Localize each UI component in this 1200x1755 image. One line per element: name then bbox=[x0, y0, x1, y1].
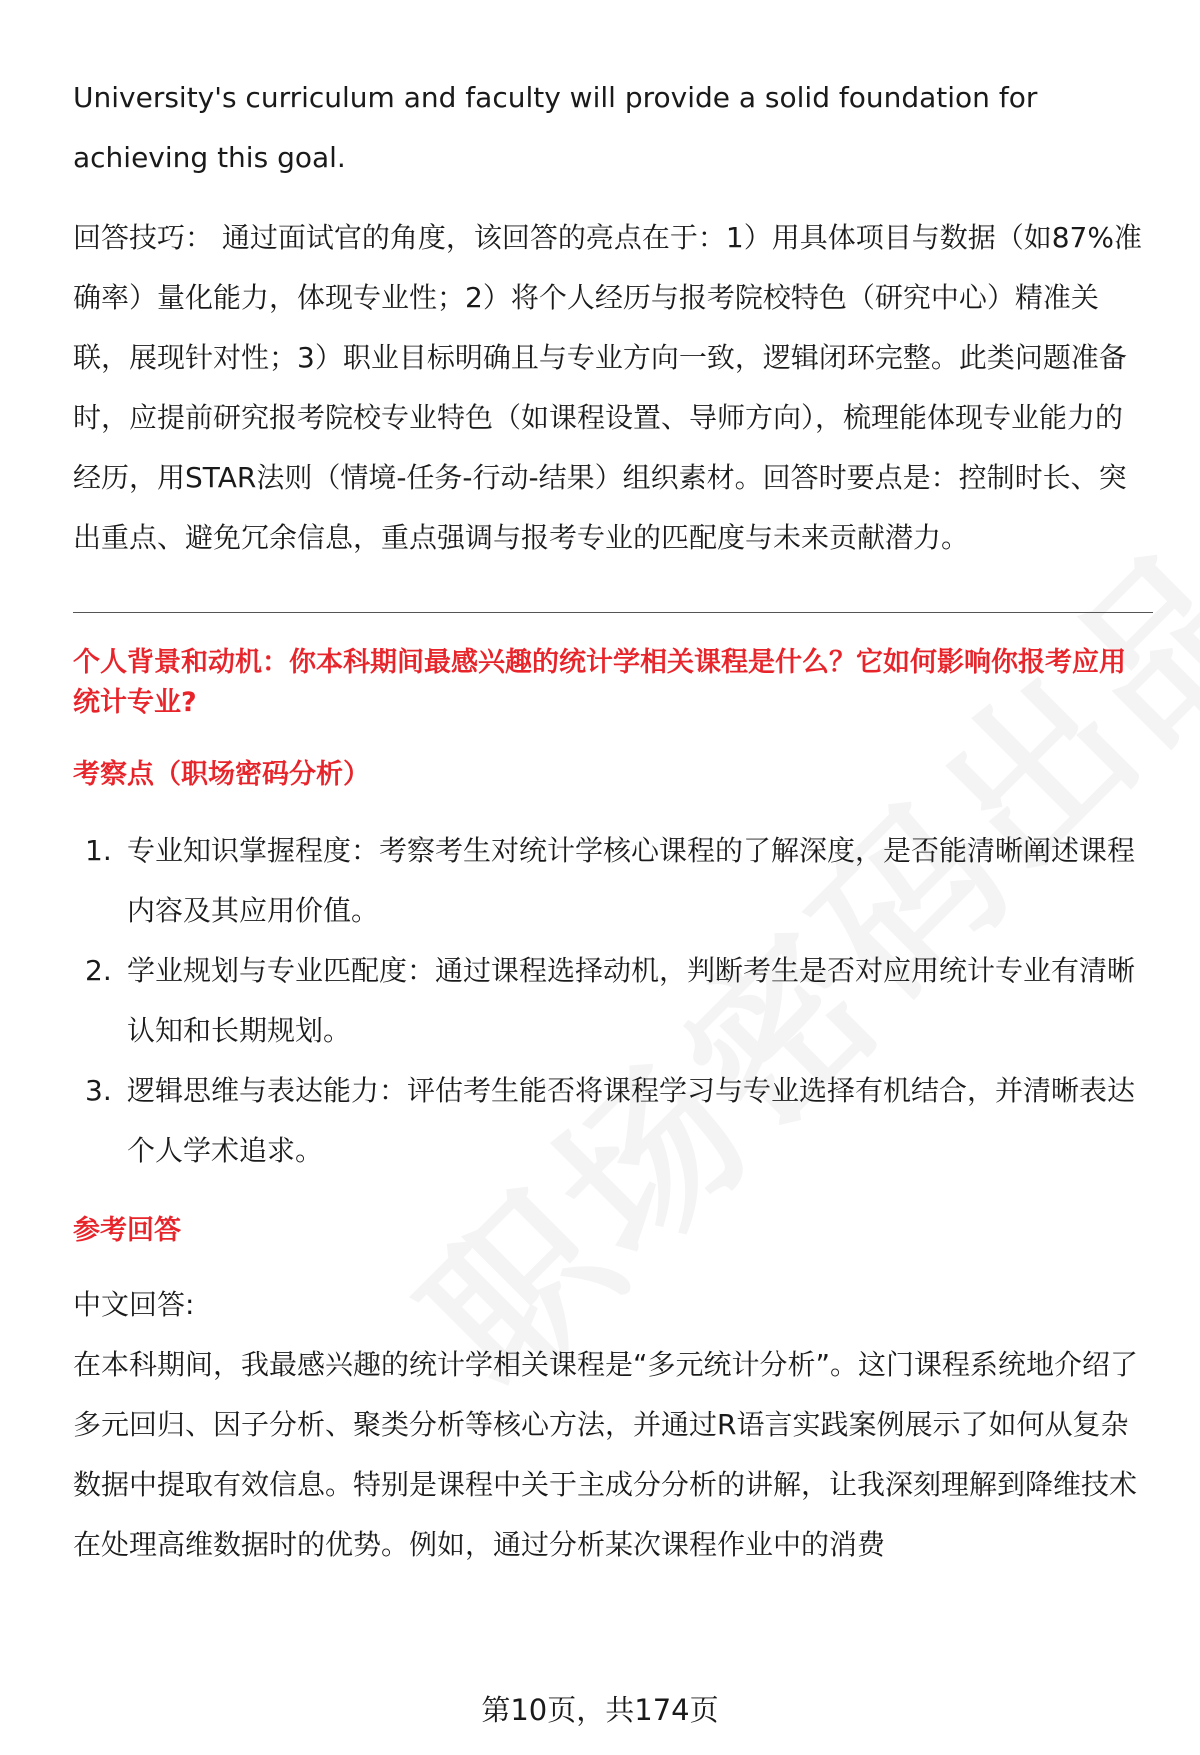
points-list bbox=[73, 821, 1148, 1181]
list-item-text: 学业规划与专业匹配度：通过课程选择动机，判断考生是否对应用统计专业有清晰认知和长期规划。 bbox=[127, 954, 1136, 1047]
points-heading: 考察点（职场密码分析） bbox=[73, 759, 370, 790]
list-item-number: 3. bbox=[85, 1074, 112, 1107]
list-item bbox=[73, 821, 1148, 941]
list-item-text: 专业知识掌握程度：考察考生对统计学核心课程的了解深度，是否能清晰阐述课程内容及其应用价值。 bbox=[127, 834, 1136, 927]
page-footer: 第10页，共174页 bbox=[481, 1693, 719, 1727]
question-heading: 个人背景和动机：你本科期间最感兴趣的统计学相关课程是什么？它如何影响你报考应用统计专业? bbox=[73, 647, 1126, 718]
cn-answer-label: 中文回答: bbox=[73, 1288, 195, 1321]
section-divider bbox=[73, 612, 1153, 613]
list-item-text: 逻辑思维与表达能力：评估考生能否将课程学习与专业选择有机结合，并清晰表达个人学术追求。 bbox=[127, 1074, 1136, 1167]
list-item-number: 2. bbox=[85, 954, 112, 987]
list-item-number: 1. bbox=[85, 834, 112, 867]
tips-paragraph: 回答技巧： 通过面试官的角度，该回答的亮点在于：1）用具体项目与数据（如87%准确率）量化能力，体现专业性；2）将个人经历与报考院校特色（研究中心）精准关联，展现针对性；3）职业目标明确且与专业方向一致，逻辑闭环完整。此类问题准备时，应提前研究报考院校专业特色（如课程设置、导师方向），梳理能体现专业能力的经历，用STAR法则（情境-任务-行动-结果）组织素材。回答时要点是：控制时长、突出重点、避免冗余信息，重点强调与报考专业的匹配度与未来贡献潜力。 bbox=[73, 221, 1142, 554]
list-item bbox=[73, 941, 1148, 1061]
reference-heading: 参考回答 bbox=[73, 1215, 181, 1246]
cn-answer-paragraph: 在本科期间，我最感兴趣的统计学相关课程是“多元统计分析”。这门课程系统地介绍了多元回归、因子分析、聚类分析等核心方法，并通过R语言实践案例展示了如何从复杂数据中提取有效信息。特别是课程中关于主成分分析的讲解，让我深刻理解到降维技术在处理高维数据时的优势。例如，通过分析某次课程作业中的消费 bbox=[73, 1348, 1139, 1561]
list-item bbox=[73, 1061, 1148, 1181]
document-content bbox=[73, 68, 1148, 1575]
intro-paragraph: University's curriculum and faculty will provide a solid foundation for achieving this goal. bbox=[73, 81, 1038, 174]
